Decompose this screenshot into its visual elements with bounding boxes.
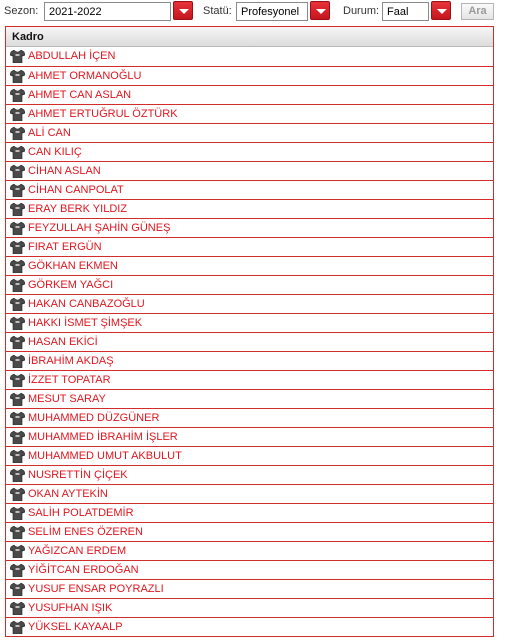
jersey-icon [10,469,25,482]
player-name-link[interactable]: OKAN AYTEKİN [28,488,108,500]
jersey-icon [10,127,25,140]
jersey-icon [10,355,25,368]
roster-table [5,26,494,637]
player-name-link[interactable]: AHMET ERTUĞRUL ÖZTÜRK [28,108,178,120]
season-dropdown-button[interactable] [173,1,193,20]
state-dropdown-button[interactable] [431,1,451,20]
player-name-link[interactable]: İZZET TOPATAR [28,374,111,386]
player-name-link[interactable]: GÖKHAN EKMEN [28,260,118,272]
season-select-value: 2021-2022 [49,6,102,18]
jersey-icon [10,165,25,178]
player-row[interactable] [6,180,493,199]
jersey-icon [10,203,25,216]
player-row[interactable] [6,503,493,522]
jersey-icon [10,602,25,615]
season-select[interactable] [44,2,171,21]
player-name-link[interactable]: ERAY BERK YILDIZ [28,203,128,215]
status-select-value: Profesyonel [241,6,300,18]
player-row[interactable] [6,123,493,142]
jersey-icon [10,50,25,63]
player-name-link[interactable]: İBRAHİM AKDAŞ [28,355,114,367]
roster-list [6,47,493,636]
jersey-icon [10,222,25,235]
status-label: Statü: [203,5,232,17]
jersey-icon [10,184,25,197]
player-row[interactable] [6,66,493,85]
player-row[interactable] [6,579,493,598]
player-row[interactable] [6,47,493,66]
state-label: Durum: [343,5,380,17]
jersey-icon [10,583,25,596]
jersey-icon [10,393,25,406]
jersey-icon [10,545,25,558]
status-select[interactable] [236,2,308,21]
player-name-link[interactable]: HASAN EKİCİ [28,336,98,348]
player-row[interactable] [6,617,493,636]
player-row[interactable] [6,484,493,503]
jersey-icon [10,336,25,349]
player-row[interactable] [6,522,493,541]
player-name-link[interactable]: GÖRKEM YAĞCI [28,279,114,291]
jersey-icon [10,488,25,501]
player-name-link[interactable]: YUSUFHAN IŞIK [28,602,113,614]
player-row[interactable] [6,275,493,294]
player-name-link[interactable]: YAĞIZCAN ERDEM [28,545,127,557]
player-row[interactable] [6,351,493,370]
jersey-icon [10,89,25,102]
jersey-icon [10,374,25,387]
player-name-link[interactable]: ABDULLAH İÇEN [28,50,116,62]
player-name-link[interactable]: MUHAMMED DÜZGÜNER [28,412,160,424]
jersey-icon [10,564,25,577]
search-button[interactable]: Ara [461,3,494,20]
filter-bar [0,0,505,24]
player-name-link[interactable]: SALİH POLATDEMİR [28,507,134,519]
player-row[interactable] [6,256,493,275]
jersey-icon [10,526,25,539]
jersey-icon [10,279,25,292]
player-row[interactable] [6,598,493,617]
player-name-link[interactable]: AHMET ORMANOĞLU [28,70,142,82]
player-name-link[interactable]: AHMET CAN ASLAN [28,89,132,101]
jersey-icon [10,431,25,444]
player-row[interactable] [6,85,493,104]
player-name-link[interactable]: FEYZULLAH ŞAHİN GÜNEŞ [28,222,171,234]
player-name-link[interactable]: SELİM ENES ÖZEREN [28,526,143,538]
player-row[interactable] [6,541,493,560]
player-row[interactable] [6,161,493,180]
player-row[interactable] [6,218,493,237]
jersey-icon [10,317,25,330]
state-select[interactable] [382,2,429,21]
player-name-link[interactable]: CİHAN ASLAN [28,165,101,177]
player-row[interactable] [6,142,493,161]
jersey-icon [10,108,25,121]
player-row[interactable] [6,465,493,484]
jersey-icon [10,70,25,83]
player-name-link[interactable]: NUSRETTİN ÇİÇEK [28,469,128,481]
player-name-link[interactable]: MESUT SARAY [28,393,106,405]
player-name-link[interactable]: MUHAMMED İBRAHİM İŞLER [28,431,178,443]
player-row[interactable] [6,332,493,351]
player-row[interactable] [6,408,493,427]
player-row[interactable] [6,560,493,579]
jersey-icon [10,241,25,254]
player-row[interactable] [6,389,493,408]
player-name-link[interactable]: FIRAT ERGÜN [28,241,102,253]
jersey-icon [10,298,25,311]
player-name-link[interactable]: HAKAN CANBAZOĞLU [28,298,145,310]
jersey-icon [10,412,25,425]
player-name-link[interactable]: CİHAN CANPOLAT [28,184,124,196]
status-dropdown-button[interactable] [310,1,330,20]
player-name-link[interactable]: YÜKSEL KAYAALP [28,621,123,633]
player-row[interactable] [6,446,493,465]
season-label: Sezon: [4,5,39,17]
player-row[interactable] [6,370,493,389]
player-row[interactable] [6,199,493,218]
player-row[interactable] [6,104,493,123]
jersey-icon [10,146,25,159]
jersey-icon [10,260,25,273]
player-name-link[interactable]: ALİ CAN [28,127,71,139]
state-select-value: Faal [387,6,409,18]
player-name-link[interactable]: MUHAMMED UMUT AKBULUT [28,450,182,462]
player-name-link[interactable]: CAN KILIÇ [28,146,82,158]
player-row[interactable] [6,237,493,256]
jersey-icon [10,450,25,463]
jersey-icon [10,507,25,520]
jersey-icon [10,621,25,634]
player-name-link[interactable]: HAKKI İSMET ŞİMŞEK [28,317,143,329]
player-row[interactable] [6,294,493,313]
player-row[interactable] [6,427,493,446]
player-row[interactable] [6,313,493,332]
player-name-link[interactable]: YİĞİTCAN ERDOĞAN [28,564,139,576]
player-name-link[interactable]: YUSUF ENSAR POYRAZLI [28,583,164,595]
roster-header: Kadro [6,27,493,47]
